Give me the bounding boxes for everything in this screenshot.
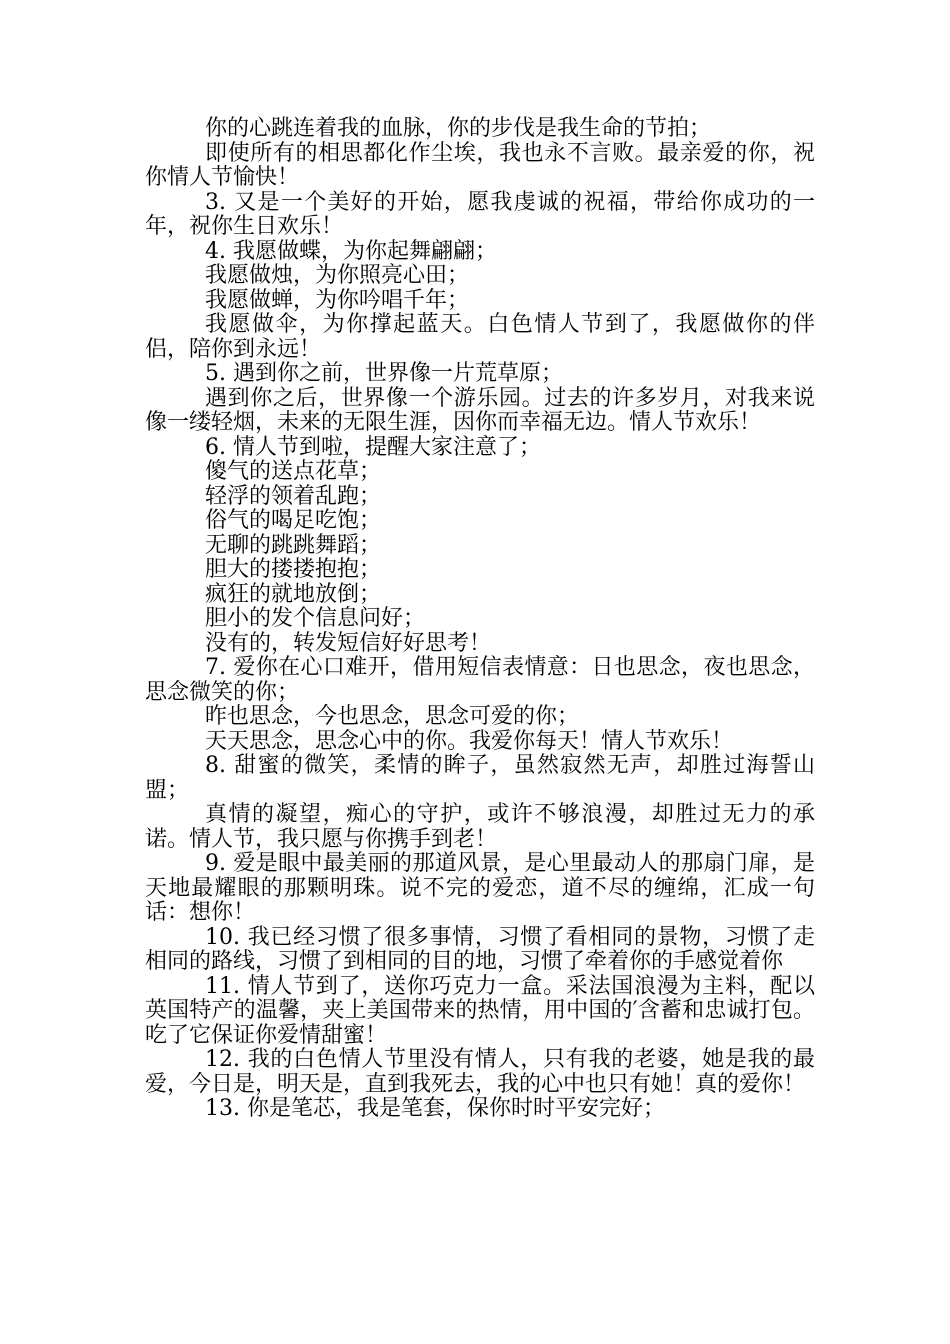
paragraph: 昨也思念，今也思念，思念可爱的你； (205, 704, 580, 729)
paragraph: 4. 我愿做蝶，为你起舞翩翩； (205, 238, 497, 264)
document-body (145, 117, 815, 1122)
paragraph: 俗气的喝足吃饱； (205, 508, 382, 533)
paragraph: 轻浮的领着乱跑； (205, 483, 382, 509)
paragraph: 真情的凝望，痴心的守护，或许不够浪漫，却胜过无力的承诺。情人节，我只愿与你携手到老！ (145, 802, 815, 852)
paragraph: 12. 我的白色情人节里没有情人，只有我的老婆，她是我的最爱，今日是，明天是，直到我死去，我的心中也只有她！真的爱你！ (145, 1047, 815, 1097)
paragraph: 即使所有的相思都化作尘埃，我也永不言败。最亲爱的你，祝你情人节愉快！ (145, 140, 815, 190)
paragraph: 11. 情人节到了，送你巧克力一盒。采法国浪漫为主料，配以英国特产的温馨，夹上美国带来的热情，用中国的′含蓄和忠诚打包。吃了它保证你爱情甜蜜！ (145, 973, 815, 1048)
paragraph: 无聊的跳跳舞蹈； (205, 532, 382, 558)
paragraph: 我愿做蝉，为你吟唱千年； (205, 287, 470, 313)
paragraph: 你的心跳连着我的血脉，你的步伐是我生命的节拍； (205, 116, 712, 141)
paragraph: 8. 甜蜜的微笑，柔情的眸子，虽然寂然无声，却胜过海誓山盟； (145, 753, 815, 803)
paragraph: 我愿做伞，为你撑起蓝天。白色情人节到了，我愿做你的伴侣，陪你到永远！ (145, 312, 815, 362)
paragraph: 6. 情人节到啦，提醒大家注意了； (205, 434, 541, 460)
paragraph: 5. 遇到你之前，世界像一片荒草原； (205, 361, 563, 386)
paragraph: 3. 又是一个美好的开始，愿我虔诚的祝福，带给你成功的一年，祝你生日欢乐！ (145, 189, 815, 239)
paragraph: 没有的，转发短信好好思考！ (205, 630, 492, 656)
paragraph: 9. 爱是眼中最美丽的那道风景，是心里最动人的那扇门扉，是天地最耀眼的那颗明珠。说不完的爱恋，道不尽的缠绵，汇成一句话：想你！ (145, 851, 815, 925)
paragraph: 疯狂的就地放倒； (205, 581, 382, 607)
paragraph: 傻气的送点花草； (205, 459, 382, 484)
paragraph: 7. 爱你在心口难开，借用短信表情意：日也思念，夜也思念，思念微笑的你； (145, 655, 815, 705)
paragraph: 遇到你之后，世界像一个游乐园。过去的许多岁月，对我来说像一缕轻烟，未来的无限生涯，因你而幸福无边。情人节欢乐！ (145, 385, 815, 435)
paragraph: 胆小的发个信息问好； (205, 606, 426, 631)
paragraph: 我愿做烛，为你照亮心田； (205, 263, 470, 288)
paragraph: 10. 我已经习惯了很多事情，习惯了看相同的景物，习惯了走相同的路线，习惯了到相同的目的地，习惯了牵着你的手感觉着你 (145, 924, 815, 974)
paragraph: 胆大的搂搂抱抱； (205, 557, 382, 582)
paragraph: 13. 你是笔芯，我是笔套，保你时时平安完好； (205, 1096, 665, 1121)
paragraph: 天天思念，思念心中的你。我爱你每天！情人节欢乐！ (205, 728, 734, 754)
